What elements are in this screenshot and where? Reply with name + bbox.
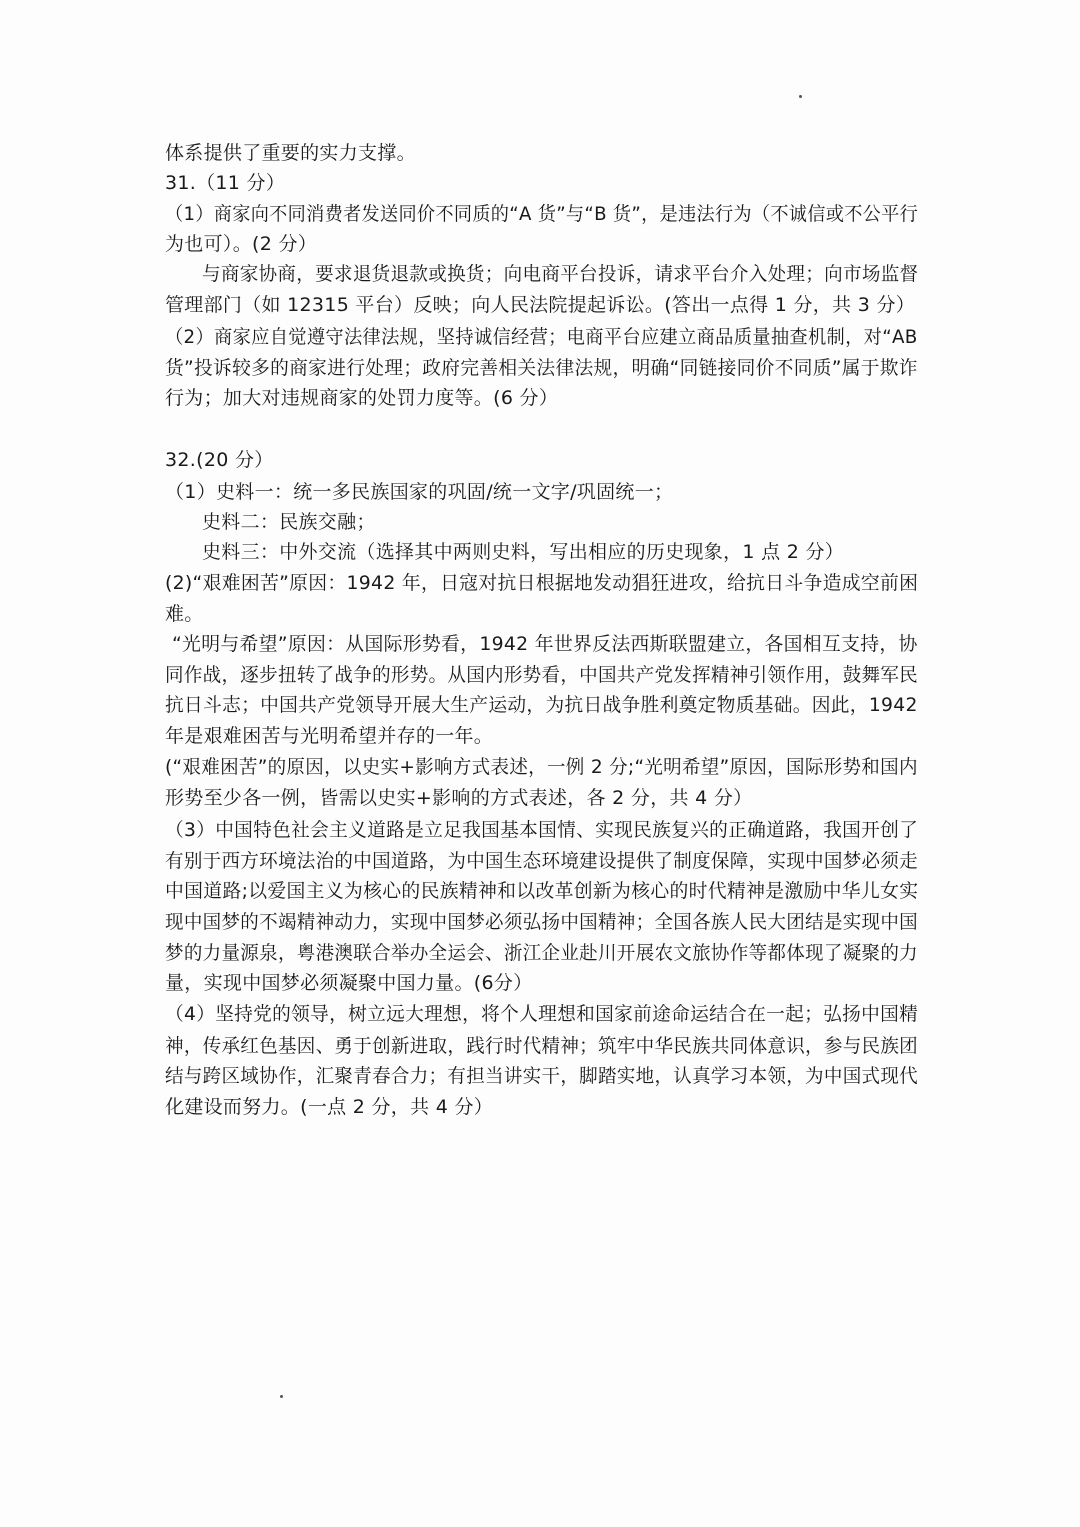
text-line: 抗日斗志；中国共产党领导开展大生产运动，为抗日战争胜利奠定物质基础。因此，1942: [165, 694, 918, 716]
text-line: 梦的力量源泉，粤港澳联合举办全运会、浙江企业赴川开展农文旅协作等都体现了凝聚的力: [165, 942, 919, 964]
text-line: 有别于西方环境法治的中国道路，为中国生态环境建设提供了制度保障，实现中国梦必须走: [165, 850, 919, 872]
text-line: 货”投诉较多的商家进行处理；政府完善相关法律法规，明确“同链接同价不同质”属于欺诈: [165, 357, 918, 379]
text-line: 与商家协商，要求退货退款或换货；向电商平台投诉，请求平台介入处理；向市场监督: [202, 263, 919, 285]
question-31-heading: 31.（11 分）: [165, 172, 286, 194]
text-line: 结与跨区域协作，汇聚青春合力；有担当讲实干，脚踏实地，认真学习本领，为中国式现代: [165, 1065, 919, 1087]
text-line: （1）商家向不同消费者发送同价不同质的“A 货”与“B 货”，是违法行为（不诚信或不公平行: [165, 203, 919, 225]
text-line: 史料三：中外交流（选择其中两则史料，写出相应的历史现象，1 点 2 分）: [202, 541, 845, 563]
scan-speck: [280, 1395, 283, 1398]
text-line: 中国道路;以爱国主义为核心的民族精神和以改革创新为核心的时代精神是激励中华儿女实: [165, 880, 919, 902]
text-line: 现中国梦的不竭精神动力，实现中国梦必须弘扬中国精神；全国各族人民大团结是实现中国: [165, 911, 919, 933]
text-line: （1）史料一：统一多民族国家的巩固/统一文字/巩固统一；: [165, 481, 674, 503]
text-line: 同作战，逐步扭转了战争的形势。从国内形势看，中国共产党发挥精神引领作用，鼓舞军民: [165, 664, 919, 686]
text-line: 量，实现中国梦必须凝聚中国力量。(6分）: [165, 972, 533, 994]
text-line: 形势至少各一例，皆需以史实+影响的方式表述，各 2 分，共 4 分）: [165, 787, 753, 809]
text-line: (“艰难困苦”的原因，以史实+影响方式表述，一例 2 分;“光明希望”原因，国际形势和国内: [165, 756, 918, 778]
text-line: 化建设而努力。(一点 2 分，共 4 分）: [165, 1096, 494, 1118]
text-line: 年是艰难困苦与光明希望并存的一年。: [165, 725, 494, 747]
text-line: （3）中国特色社会主义道路是立足我国基本国情、实现民族复兴的正确道路，我国开创了: [165, 819, 919, 841]
text-line: 体系提供了重要的实力支撑。: [165, 142, 416, 164]
text-line: (2)“艰难困苦”原因：1942 年，日寇对抗日根据地发动猖狂进攻，给抗日斗争造成空前困: [165, 572, 919, 594]
question-32-heading: 32.(20 分）: [165, 449, 274, 471]
text-line: （4）坚持党的领导，树立远大理想，将个人理想和国家前途命运结合在一起；弘扬中国精: [165, 1003, 919, 1025]
text-line: 史料二：民族交融；: [202, 511, 376, 533]
text-line: （2）商家应自觉遵守法律法规，坚持诚信经营；电商平台应建立商品质量抽查机制，对“AB: [165, 326, 918, 348]
text-line: “光明与希望”原因：从国际形势看，1942 年世界反法西斯联盟建立，各国相互支持，协: [172, 633, 918, 655]
scan-speck: [799, 95, 802, 98]
text-line: 难。: [165, 603, 204, 625]
text-line: 为也可）。(2 分）: [165, 233, 318, 255]
text-line: 神，传承红色基因、勇于创新进取，践行时代精神；筑牢中华民族共同体意识，参与民族团: [165, 1035, 919, 1057]
text-line: 行为；加大对违规商家的处罚力度等。(6 分）: [165, 387, 559, 409]
text-line: 管理部门（如 12315 平台）反映；向人民法院提起诉讼。(答出一点得 1 分，共 3 分）: [165, 294, 916, 316]
